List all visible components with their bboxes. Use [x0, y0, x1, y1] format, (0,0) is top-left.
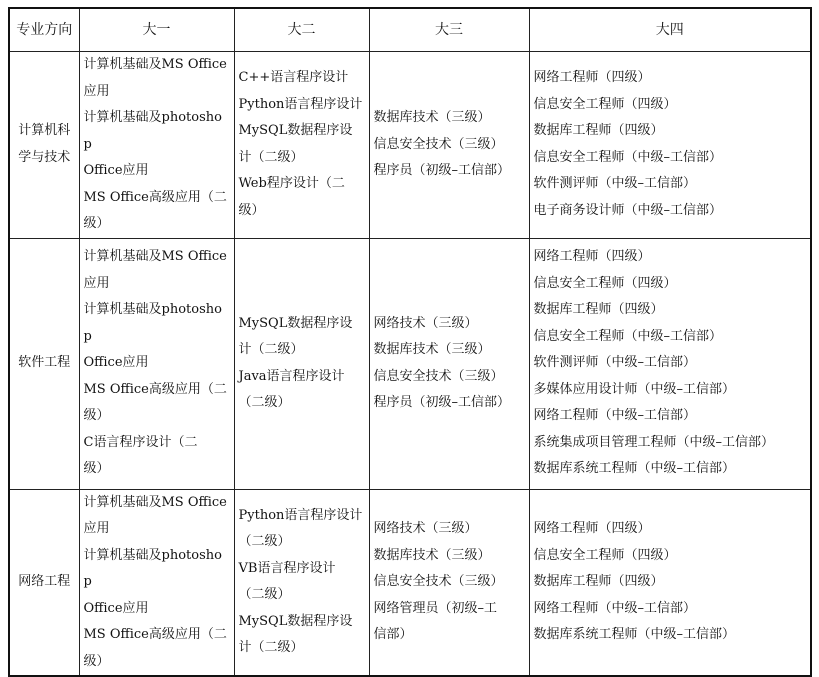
cell-line: 网络技术（三级） — [373, 315, 478, 331]
cell-line: 数据库系统工程师（中级–工信部） — [533, 627, 736, 642]
cell-line: 网络工程师（四级） — [533, 521, 651, 536]
cell-year4 — [529, 238, 811, 489]
cell-year4 — [529, 52, 811, 239]
cell-line: 计算机基础及photoshop — [83, 547, 222, 589]
cell-line: 应用 — [83, 275, 110, 291]
cell-year2 — [234, 489, 369, 676]
cell-line: 级） — [83, 461, 110, 477]
cell-line: 电子商务设计师（中级–工信部） — [533, 202, 723, 218]
cell-line: 数据库工程师（四级） — [533, 123, 664, 139]
cell-line: 学与技术 — [18, 149, 71, 165]
table-row — [9, 238, 811, 489]
cell-line: Python语言程序设计 — [238, 507, 363, 523]
cell-line: 计算机基础及MS Office — [83, 494, 227, 510]
cell-line: 应用 — [83, 521, 110, 536]
cell-line: C++语言程序设计 — [238, 70, 349, 86]
cell-year3 — [369, 52, 529, 239]
header-major: 专业方向 — [9, 8, 79, 52]
cell-line: 计算机科 — [18, 123, 71, 139]
cell-line: 网络工程师（中级–工信部） — [533, 600, 697, 616]
cell-line: 信息安全工程师（中级–工信部） — [533, 149, 723, 165]
cell-line: 计算机基础及photoshop — [83, 110, 222, 152]
cell-line: 多媒体应用设计师（中级–工信部） — [533, 381, 736, 397]
page — [8, 7, 810, 669]
cell-line: MS Office高级应用（二 — [83, 189, 227, 205]
curriculum-table — [8, 7, 812, 677]
cell-line: 网络工程 — [18, 574, 71, 589]
cell-year3 — [369, 489, 529, 676]
cell-line: 数据库技术（三级） — [373, 110, 491, 125]
cell-line: 数据库技术（三级） — [373, 547, 491, 563]
cell-year2 — [234, 52, 369, 239]
cell-line: Web程序设计（二 — [238, 176, 345, 192]
cell-major — [9, 489, 79, 676]
header-year3: 大三 — [369, 8, 529, 52]
cell-line: 网络技术（三级） — [373, 521, 478, 536]
cell-line: 计算机基础及MS Office — [83, 249, 227, 265]
cell-line: 信息安全工程师（四级） — [533, 547, 677, 563]
cell-line: 计（二级） — [238, 640, 304, 656]
cell-line: 级） — [238, 202, 265, 218]
cell-line: MS Office高级应用（二 — [83, 381, 227, 397]
cell-line: Java语言程序设计 — [238, 368, 345, 384]
cell-line: VB语言程序设计 — [238, 560, 336, 576]
cell-line: 信息安全技术（三级） — [373, 136, 504, 152]
cell-line: 网络工程师（四级） — [533, 70, 651, 86]
cell-line: 信息安全工程师（四级） — [533, 96, 677, 112]
cell-line: 计（二级） — [238, 342, 304, 357]
cell-line: 软件测评师（中级–工信部） — [533, 355, 697, 371]
cell-line: 信息安全技术（三级） — [373, 368, 504, 384]
header-year2: 大二 — [234, 8, 369, 52]
cell-line: 计（二级） — [238, 149, 304, 165]
cell-line: 程序员（初级–工信部） — [373, 395, 511, 410]
cell-line: 数据库系统工程师（中级–工信部） — [533, 461, 736, 477]
cell-year1 — [79, 52, 234, 239]
header-year1: 大一 — [79, 8, 234, 52]
cell-year4 — [529, 489, 811, 676]
cell-line: Office应用 — [83, 355, 149, 371]
cell-line: 信息安全工程师（四级） — [533, 275, 677, 291]
cell-line: Office应用 — [83, 600, 149, 616]
cell-line: 网络工程师（中级–工信部） — [533, 408, 697, 424]
cell-line: （二级） — [238, 534, 291, 550]
cell-line: （二级） — [238, 587, 291, 603]
cell-line: 网络管理员（初级–工 — [373, 600, 498, 616]
cell-line: 级） — [83, 653, 110, 669]
table-row — [9, 52, 811, 239]
table-row — [9, 489, 811, 676]
cell-line: MySQL数据程序设 — [238, 613, 353, 629]
cell-line: MySQL数据程序设 — [238, 123, 353, 139]
cell-major — [9, 52, 79, 239]
cell-line: MS Office高级应用（二 — [83, 627, 227, 642]
cell-year1 — [79, 238, 234, 489]
cell-line: 计算机基础及photoshop — [83, 302, 222, 344]
cell-line: 信息安全技术（三级） — [373, 574, 504, 589]
cell-line: 级） — [83, 216, 110, 231]
cell-line: 系统集成项目管理工程师（中级–工信部） — [533, 434, 775, 450]
cell-line: 软件测评师（中级–工信部） — [533, 176, 697, 192]
cell-line: 网络工程师（四级） — [533, 249, 651, 265]
cell-line: Python语言程序设计 — [238, 96, 363, 112]
cell-line: 数据库工程师（四级） — [533, 574, 664, 589]
cell-line: C语言程序设计（二 — [83, 434, 198, 450]
cell-year1 — [79, 489, 234, 676]
cell-line: 软件工程 — [18, 355, 71, 371]
cell-year2 — [234, 238, 369, 489]
cell-line: 信息安全工程师（中级–工信部） — [533, 328, 723, 344]
cell-line: 计算机基础及MS Office — [83, 57, 227, 72]
cell-line: 级） — [83, 408, 110, 424]
cell-line: 信部） — [373, 627, 413, 642]
cell-line: （二级） — [238, 395, 291, 410]
cell-line: 数据库技术（三级） — [373, 342, 491, 357]
cell-line: 程序员（初级–工信部） — [373, 163, 511, 178]
header-row — [9, 8, 811, 52]
cell-line: 应用 — [83, 83, 110, 99]
cell-line: MySQL数据程序设 — [238, 315, 353, 331]
cell-line: Office应用 — [83, 163, 149, 178]
cell-major — [9, 238, 79, 489]
cell-year3 — [369, 238, 529, 489]
cell-line: 数据库工程师（四级） — [533, 302, 664, 318]
header-year4: 大四 — [529, 8, 811, 52]
